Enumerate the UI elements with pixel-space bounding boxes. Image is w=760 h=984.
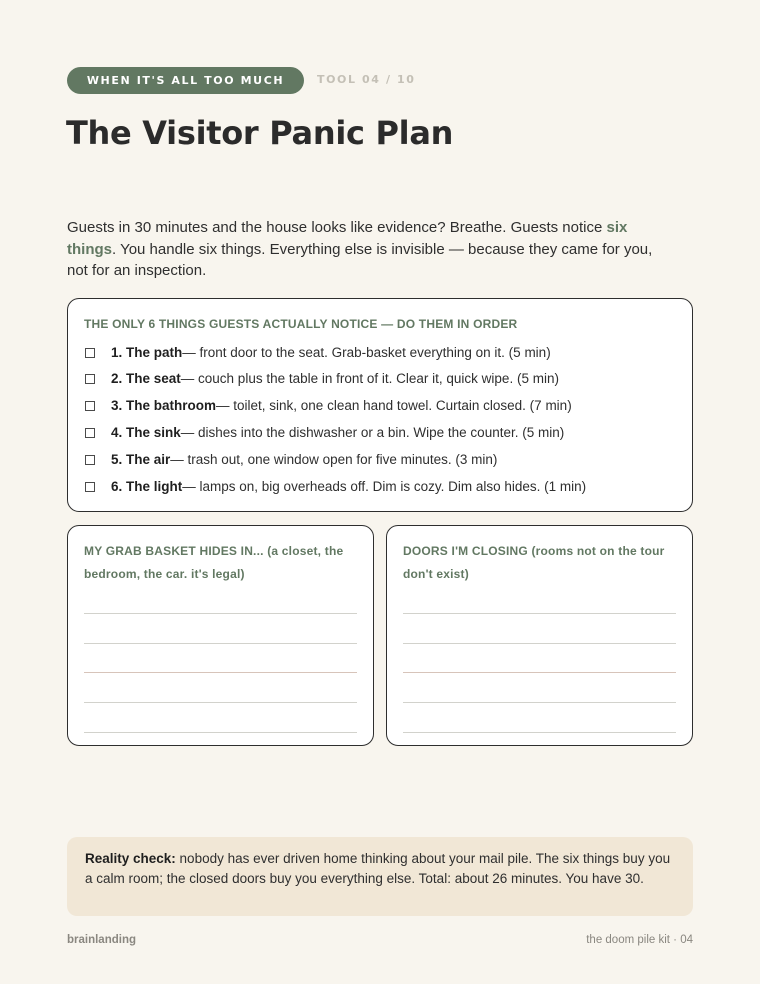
checkbox-icon[interactable] <box>85 401 95 411</box>
checkbox-icon[interactable] <box>85 348 95 358</box>
intro-text-2: . You handle six things. Everything else is invisible — because they came for you, not for an inspection. <box>67 240 653 279</box>
checklist-item-label: 4. The sink <box>111 425 181 440</box>
checklist-item[interactable] <box>84 345 551 360</box>
writing-line[interactable] <box>84 702 357 703</box>
grab-basket-card <box>67 525 374 746</box>
checklist-item-label: 1. The path <box>111 345 183 360</box>
checkbox-icon[interactable] <box>85 428 95 438</box>
footer-brand: brainlanding <box>67 934 136 946</box>
checklist-item-label: 3. The bathroom <box>111 398 217 413</box>
checklist-item-label: 2. The seat <box>111 371 181 386</box>
writing-line[interactable] <box>84 613 357 614</box>
writing-line[interactable] <box>403 672 676 673</box>
checklist-item-text: — trash out, one window open for five minutes. (3 min) <box>170 452 498 467</box>
section-pill <box>67 67 304 94</box>
tool-number: TOOL 04 / 10 <box>317 73 416 86</box>
grab-basket-heading: MY GRAB BASKET HIDES IN... (a closet, the bedroom, the car. it's legal) <box>84 544 344 581</box>
checklist-item-text: — front door to the seat. Grab-basket everything on it. (5 min) <box>182 345 551 360</box>
checklist-item-text: — dishes into the dishwasher or a bin. Wipe the counter. (5 min) <box>180 425 565 440</box>
writing-line[interactable] <box>84 672 357 673</box>
intro-paragraph <box>67 217 667 282</box>
checkbox-icon[interactable] <box>85 455 95 465</box>
reality-check-callout <box>67 837 693 916</box>
intro-text-1: Guests in 30 minutes and the house looks like evidence? Breathe. Guests notice <box>67 219 607 236</box>
checklist-item[interactable] <box>84 479 586 494</box>
checklist-item-label: 6. The light <box>111 479 183 494</box>
checklist-item-text: — couch plus the table in front of it. Clear it, quick wipe. (5 min) <box>180 371 559 386</box>
checkbox-icon[interactable] <box>85 482 95 492</box>
checklist-item[interactable] <box>84 371 559 386</box>
writing-line[interactable] <box>84 732 357 733</box>
writing-line[interactable] <box>403 732 676 733</box>
checklist-item-label: 5. The air <box>111 452 171 467</box>
checkbox-icon[interactable] <box>85 374 95 384</box>
checklist-item[interactable] <box>84 425 564 440</box>
checklist-item[interactable] <box>84 398 572 413</box>
checklist-item-text: — lamps on, big overheads off. Dim is cozy. Dim also hides. (1 min) <box>182 479 587 494</box>
doors-card <box>386 525 693 746</box>
intro-highlight: six things <box>67 219 628 258</box>
footer-page: the doom pile kit · 04 <box>586 934 693 946</box>
writing-line[interactable] <box>403 702 676 703</box>
doors-heading: DOORS I'M CLOSING (rooms not on the tour don't exist) <box>403 544 665 581</box>
page-title: The Visitor Panic Plan <box>66 114 454 152</box>
checklist-card <box>67 298 693 512</box>
reality-check-label: Reality check: <box>85 851 176 866</box>
section-pill-label: WHEN IT'S ALL TOO MUCH <box>86 74 285 87</box>
writing-line[interactable] <box>403 643 676 644</box>
checklist-heading: THE ONLY 6 THINGS GUESTS ACTUALLY NOTICE — DO THEM IN ORDER <box>84 317 518 331</box>
checklist-item-text: — toilet, sink, one clean hand towel. Curtain closed. (7 min) <box>216 398 572 413</box>
writing-line[interactable] <box>84 643 357 644</box>
checklist-item[interactable] <box>84 452 497 467</box>
writing-line[interactable] <box>403 613 676 614</box>
reality-check-text: nobody has ever driven home thinking about your mail pile. The six things buy you a calm room; the closed doors buy you everything else. Total: about 26 minutes. You have 30. <box>85 851 671 886</box>
